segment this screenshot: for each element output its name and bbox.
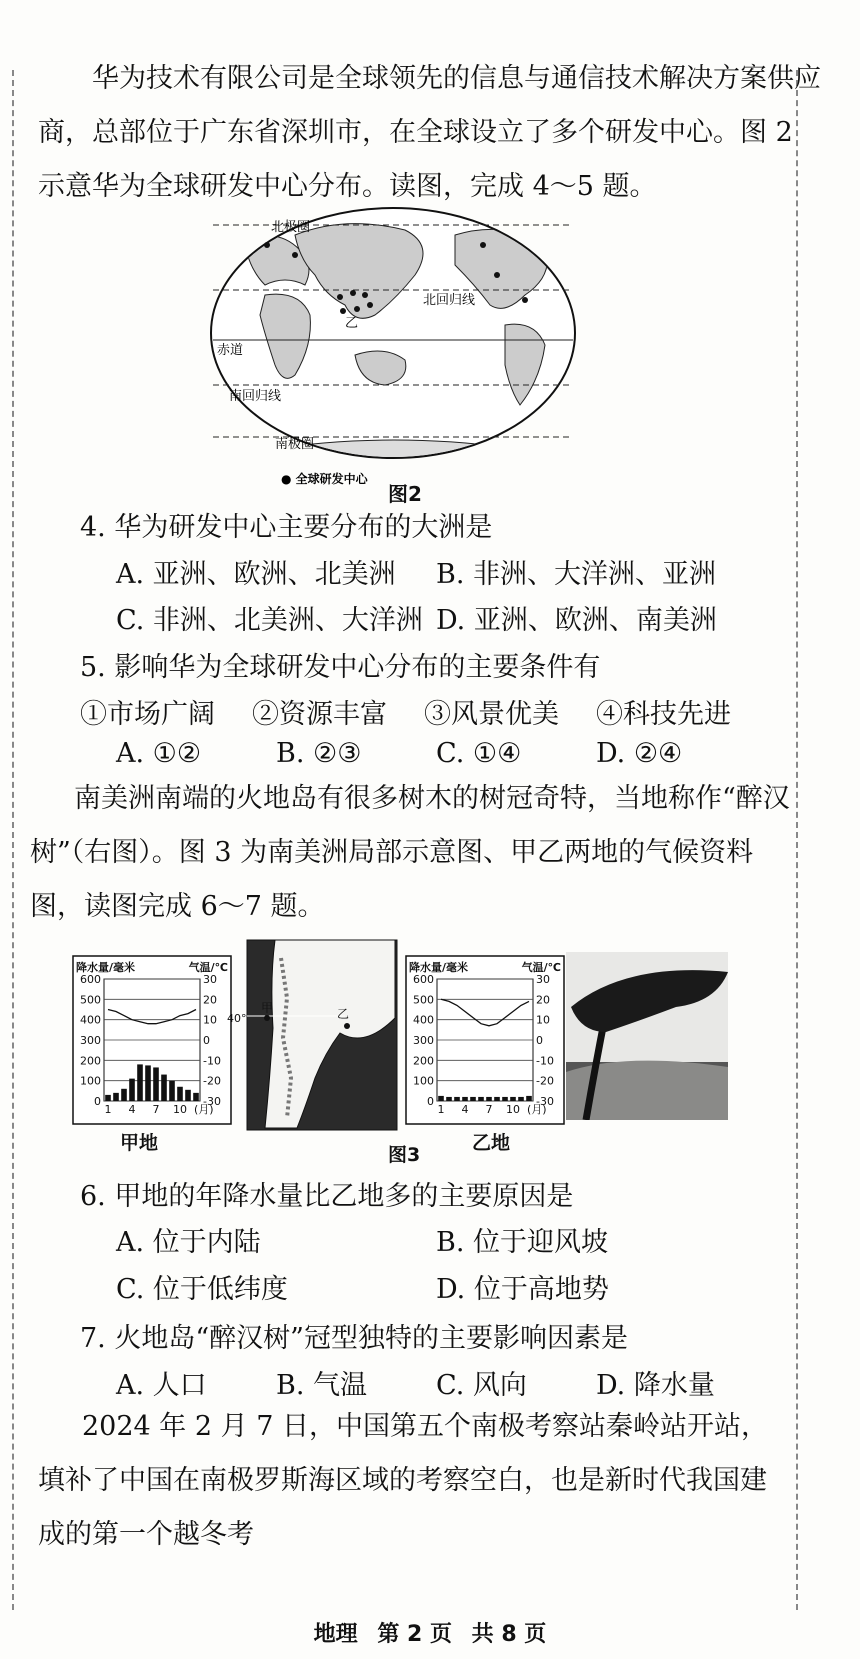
passage-huawei: 华为技术有限公司是全球领先的信息与通信技术解决方案供应商，总部位于广东省深圳市，在全球设立了多个研发中心。图 2 示意华为全球研发中心分布。读图，完成 4～5 题。 xyxy=(38,63,821,202)
footer-subject: 地理 xyxy=(313,1622,358,1647)
q5-choice-3: ③风景优美 xyxy=(424,699,559,730)
q5-choice-1: ①市场广阔 xyxy=(80,699,215,730)
precip-bar-10 xyxy=(510,1097,516,1101)
q7-option-c: C. 风向 xyxy=(436,1370,527,1401)
precip-bar-6 xyxy=(478,1097,484,1101)
y-axis-title: 降水量/毫米 xyxy=(76,961,136,974)
y-tick-label: 300 xyxy=(413,1034,434,1047)
tropic-capricorn-label: 南回归线 xyxy=(229,389,282,404)
y-tick-label: 200 xyxy=(80,1054,101,1068)
q4-option-c: C. 非洲、北美洲、大洋洲 xyxy=(116,605,423,636)
q6-stem: 6. 甲地的年降水量比乙地多的主要原因是 xyxy=(80,1181,574,1212)
x-tick-label: 1 xyxy=(437,1103,445,1116)
q4-option-b: B. 非洲、大洋洲、亚洲 xyxy=(436,559,717,590)
x-tick-label: 10 xyxy=(173,1103,187,1116)
x-axis-unit: (月) xyxy=(194,1103,214,1116)
x-tick-label: 7 xyxy=(485,1103,493,1116)
precip-bar-7 xyxy=(153,1067,159,1101)
precip-bar-9 xyxy=(169,1081,175,1101)
precip-bar-1 xyxy=(438,1096,444,1101)
q7-option-a: A. 人口 xyxy=(116,1370,207,1401)
x-tick-label: 1 xyxy=(104,1103,112,1116)
q5-option-c: C. ①④ xyxy=(436,738,522,769)
map-yi-label: 乙 xyxy=(345,316,359,331)
figure3-caption: 图3 xyxy=(388,1144,421,1166)
q4-option-d: D. 亚洲、欧洲、南美洲 xyxy=(436,605,717,636)
precip-bar-9 xyxy=(502,1097,508,1101)
y-tick-label: 400 xyxy=(80,1013,101,1027)
y2-axis-title: 气温/℃ xyxy=(521,961,561,974)
y2-tick-label: 30 xyxy=(536,973,550,986)
precip-bar-3 xyxy=(121,1089,127,1101)
q5-choice-2: ②资源丰富 xyxy=(252,699,387,730)
y2-tick-label: 0 xyxy=(536,1034,543,1047)
precip-bar-6 xyxy=(145,1065,151,1101)
tropic-cancer-label: 北回归线 xyxy=(423,293,476,308)
footer-total: 共 8 页 xyxy=(471,1622,547,1647)
precip-bar-1 xyxy=(105,1095,111,1101)
precip-bar-8 xyxy=(161,1075,167,1101)
y2-tick-label: 20 xyxy=(536,993,550,1007)
y2-tick-label: -20 xyxy=(203,1074,221,1088)
x-tick-label: 10 xyxy=(506,1103,520,1116)
y2-tick-label: -20 xyxy=(536,1074,554,1088)
q5-stem: 5. 影响华为全球研发中心分布的主要条件有 xyxy=(80,652,601,683)
y-tick-label: 600 xyxy=(413,973,434,986)
x-axis-unit: (月) xyxy=(527,1103,547,1116)
south-america-map xyxy=(225,938,400,1133)
y-tick-label: 500 xyxy=(80,993,101,1007)
x-tick-label: 4 xyxy=(461,1103,469,1116)
precip-bar-4 xyxy=(462,1097,468,1101)
y-tick-label: 0 xyxy=(427,1095,434,1108)
map-legend: ● 全球研发中心 xyxy=(281,472,368,486)
y2-tick-label: 10 xyxy=(203,1013,217,1027)
precip-bar-5 xyxy=(137,1064,143,1101)
y2-tick-label: -30 xyxy=(536,1095,554,1108)
y2-axis-title: 气温/℃ xyxy=(188,961,228,974)
y2-tick-label: 0 xyxy=(203,1034,210,1047)
y2-tick-label: -30 xyxy=(203,1095,221,1108)
precip-bar-12 xyxy=(193,1093,199,1101)
page-footer xyxy=(0,1617,860,1648)
map-jia-label: 甲 xyxy=(261,1001,274,1015)
q6-option-b: B. 位于迎风坡 xyxy=(436,1227,609,1258)
y-tick-label: 0 xyxy=(94,1095,101,1108)
q4-stem: 4. 华为研发中心主要分布的大洲是 xyxy=(80,512,493,543)
x-tick-label: 7 xyxy=(152,1103,160,1116)
passage-antarctic: 2024 年 2 月 7 日，中国第五个南极考察站秦岭站开站，填补了中国在南极罗斯海区域的考察空白，也是新时代我国建成的第一个越冬考 xyxy=(38,1411,768,1550)
precip-bar-2 xyxy=(113,1093,119,1101)
passage-tierra-del-fuego: 南美洲南端的火地岛有很多树木的树冠奇特，当地称作“醉汉树”（右图）。图 3 为南美洲局部示意图、甲乙两地的气候资料图，读图完成 6～7 题。 xyxy=(30,783,790,922)
q6-option-c: C. 位于低纬度 xyxy=(116,1274,288,1305)
left-binding-line xyxy=(12,70,14,1610)
q5-option-b: B. ②③ xyxy=(276,738,362,769)
q7-stem: 7. 火地岛“醉汉树”冠型独特的主要影响因素是 xyxy=(80,1323,628,1354)
y-tick-label: 300 xyxy=(80,1034,101,1047)
precip-bar-3 xyxy=(454,1097,460,1101)
precip-bar-10 xyxy=(177,1087,183,1101)
precip-bar-2 xyxy=(446,1097,452,1101)
y-tick-label: 400 xyxy=(413,1013,434,1027)
y2-tick-label: 30 xyxy=(203,973,217,986)
precip-bar-5 xyxy=(470,1097,476,1101)
y-tick-label: 100 xyxy=(413,1074,434,1088)
y-axis-title: 降水量/毫米 xyxy=(409,961,469,974)
map-yi-point-label: 乙 xyxy=(337,1007,350,1021)
y2-tick-label: -10 xyxy=(203,1054,221,1068)
q6-option-a: A. 位于内陆 xyxy=(116,1227,261,1258)
lat-40-label: 40° xyxy=(227,1012,247,1025)
x-tick-label: 4 xyxy=(128,1103,136,1116)
equator-label: 赤道 xyxy=(217,343,244,358)
precip-bar-11 xyxy=(518,1097,524,1101)
y-tick-label: 100 xyxy=(80,1074,101,1088)
q5-option-a: A. ①② xyxy=(116,738,202,769)
climate-chart-yi xyxy=(405,955,565,1130)
antarctic-label: 南极圈 xyxy=(275,437,315,452)
chart-jia-caption: 甲地 xyxy=(120,1132,159,1154)
world-map-figure xyxy=(205,205,600,500)
precip-bar-12 xyxy=(526,1096,532,1101)
chart-yi-caption: 乙地 xyxy=(472,1132,511,1154)
y-tick-label: 600 xyxy=(80,973,101,986)
q4-option-a: A. 亚洲、欧洲、北美洲 xyxy=(116,559,396,590)
figure2-caption: 图2 xyxy=(388,482,422,506)
q7-option-d: D. 降水量 xyxy=(596,1370,715,1401)
drunken-tree-photo xyxy=(566,952,728,1120)
q5-option-d: D. ②④ xyxy=(596,738,683,769)
arctic-label: 北极圈 xyxy=(271,220,311,235)
precip-bar-7 xyxy=(486,1097,492,1101)
right-binding-line xyxy=(796,70,798,1610)
footer-page: 第 2 页 xyxy=(377,1622,452,1647)
climate-chart-jia xyxy=(72,955,232,1130)
q7-option-b: B. 气温 xyxy=(276,1370,368,1401)
y2-tick-label: -10 xyxy=(536,1054,554,1068)
y2-tick-label: 20 xyxy=(203,993,217,1007)
y-tick-label: 200 xyxy=(413,1054,434,1068)
precip-bar-4 xyxy=(129,1079,135,1101)
q5-choice-4: ④科技先进 xyxy=(596,699,731,730)
y2-tick-label: 10 xyxy=(536,1013,550,1027)
precip-bar-8 xyxy=(494,1097,500,1101)
q6-option-d: D. 位于高地势 xyxy=(436,1274,609,1305)
y-tick-label: 500 xyxy=(413,993,434,1007)
precip-bar-11 xyxy=(185,1090,191,1101)
